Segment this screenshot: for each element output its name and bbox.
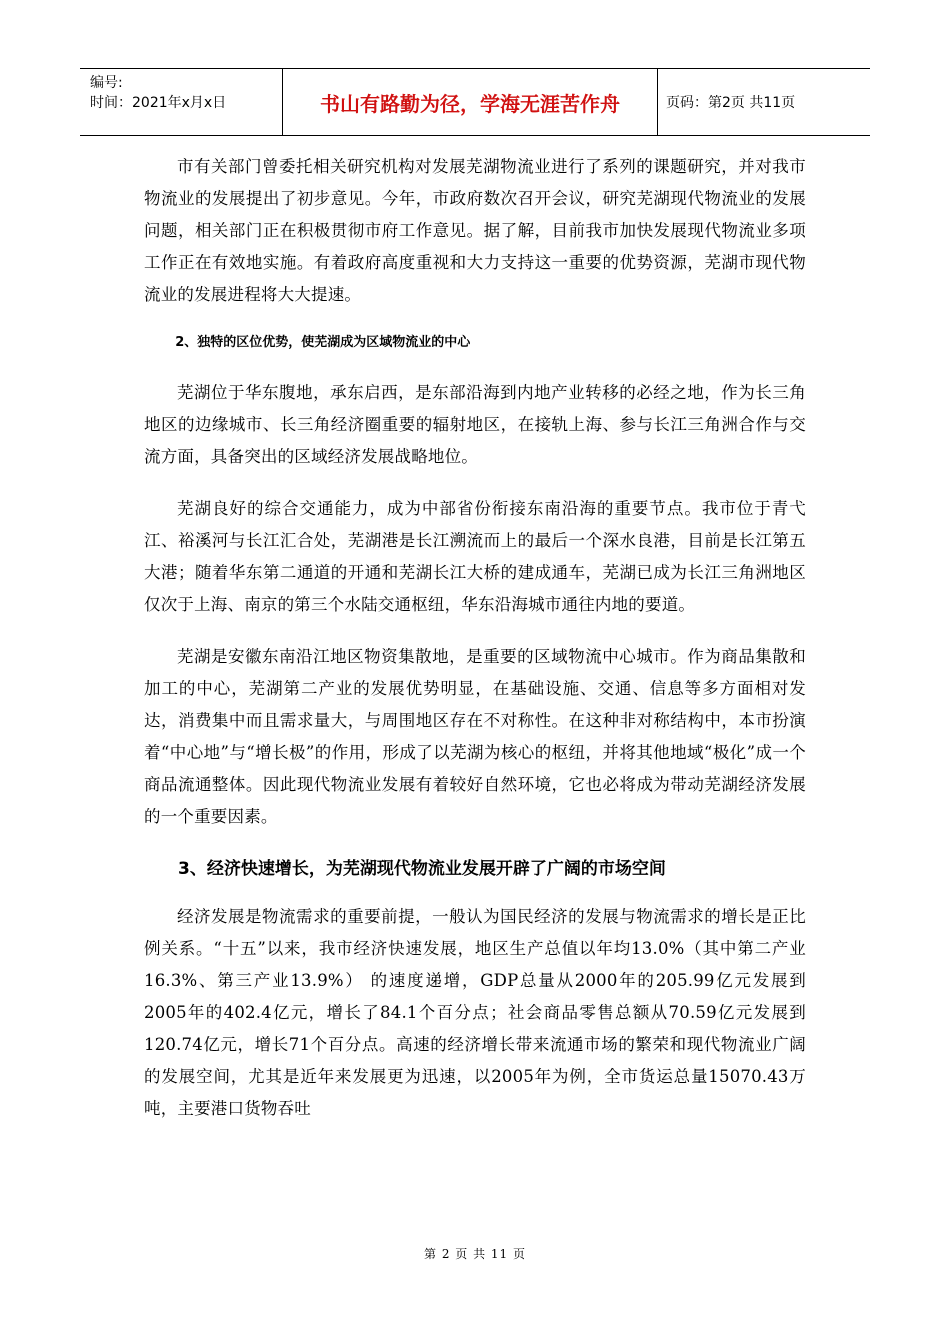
paragraph-4: 芜湖是安徽东南沿江地区物资集散地，是重要的区域物流中心城市。作为商品集散和加工的中心，芜湖第二产业的发展优势明显，在基础设施、交通、信息等多方面相对发达，消费集中而且需求量大，与周围地区存在不对称性。在这种非对称结构中，本市扮演着“中心地”与“增长极”的作用，形成了以芜湖为核心的枢纽，并将其他地域“极化”成一个商品流通整体。因此现代物流业发展有着较好自然环境，它也必将成为带动芜湖经济发展的一个重要因素。 xyxy=(144,647,806,826)
header-meta xyxy=(80,69,283,135)
section-heading-3: 3、经济快速增长，为芜湖现代物流业发展开辟了广阔的市场空间 xyxy=(178,859,666,879)
document-body xyxy=(144,151,806,1145)
section-heading-2: 2、独特的区位优势，使芜湖成为区域物流业的中心 xyxy=(175,335,471,350)
paragraph-5: 经济发展是物流需求的重要前提，一般认为国民经济的发展与物流需求的增长是正比例关系。“十五”以来，我市经济快速发展，地区生产总值以年均13.0%（其中第二产业16.3%、第三产业13.9%） 的速度递增，GDP总量从2000年的205.99亿元发展到2005年的402.4亿元，增长了84.1个百分点；社会商品零售总额从70.59亿元发展到120.74亿元，增长71个百分点。高速的经济增长带来流通市场的繁荣和现代物流业广阔的发展空间，尤其是近年来发展更为迅速，以2005年为例，全市货运总量15070.43万吨，主要港口货物吞吐 xyxy=(144,907,806,1118)
paragraph-2: 芜湖位于华东腹地，承东启西，是东部沿海到内地产业转移的必经之地，作为长三角地区的边缘城市、长三角经济圈重要的辐射地区，在接轨上海、参与长江三角洲合作与交流方面，具备突出的区域经济发展战略地位。 xyxy=(144,383,806,466)
page-footer: 第 2 页 共 11 页 xyxy=(424,1247,526,1261)
paragraph-1: 市有关部门曾委托相关研究机构对发展芜湖物流业进行了系列的课题研究，并对我市物流业的发展提出了初步意见。今年，市政府数次召开会议，研究芜湖现代物流业的发展问题，相关部门正在积极贯彻市府工作意见。据了解，目前我市加快发展现代物流业多项工作正在有效地实施。有着政府高度重视和大力支持这一重要的优势资源，芜湖市现代物流业的发展进程将大大提速。 xyxy=(144,157,806,304)
document-date: 时间：2021年x月x日 xyxy=(90,95,227,111)
document-number-label: 编号: xyxy=(90,75,123,91)
header-page-info: 页码：第2页 共11页 xyxy=(666,95,796,111)
page-header xyxy=(80,68,870,136)
paragraph-3: 芜湖良好的综合交通能力，成为中部省份衔接东南沿海的重要节点。我市位于青弋江、裕溪河与长江汇合处，芜湖港是长江溯流而上的最后一个深水良港，目前是长江第五大港；随着华东第二通道的开通和芜湖长江大桥的建成通车，芜湖已成为长江三角洲地区仅次于上海、南京的第三个水陆交通枢纽，华东沿海城市通往内地的要道。 xyxy=(144,499,806,614)
header-motto: 书山有路勤为径，学海无涯苦作舟 xyxy=(283,69,658,135)
